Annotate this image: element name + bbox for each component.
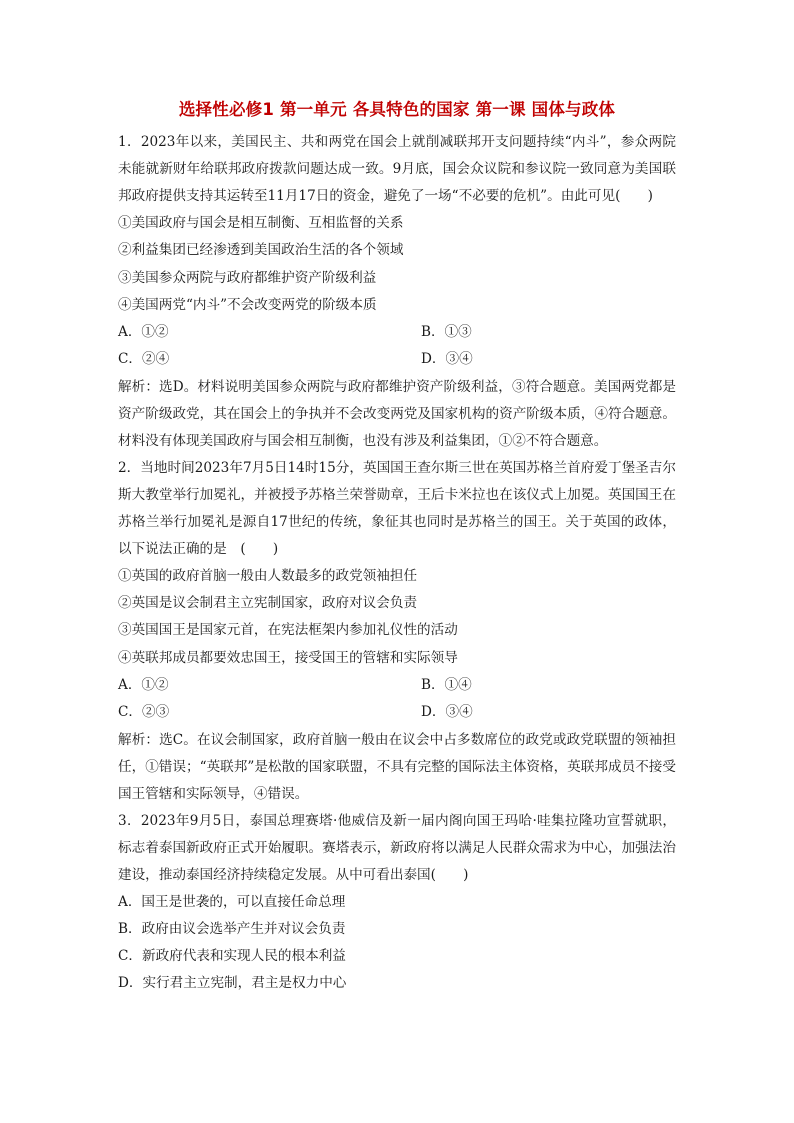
options-row [118, 672, 676, 699]
page-title: 选择性必修1 第一单元 各具特色的国家 第一课 国体与政体 [178, 100, 616, 119]
answer-analysis: 解析：选D。材料说明美国参众两院与政府都维护资产阶级利益，③符合题意。美国两党都是资产阶级政党，其在国会上的争执并不会改变两党及国家机构的资产阶级本质，④符合题意。材料没有体现美国政府与国会相互制衡，也没有涉及利益集团，①②不符合题意。 [118, 378, 676, 449]
statement-item: ③美国参众两院与政府都维护资产阶级利益 [118, 269, 377, 286]
question-3 [118, 808, 676, 998]
option-a: A．①② [118, 324, 169, 341]
statement-item: ④英联邦成员都要效忠国王，接受国王的管辖和实际领导 [118, 649, 458, 666]
question-stem: 2．当地时间2023年7月5日14时15分，英国国王查尔斯三世在英国苏格兰首府爱丁堡圣吉尔斯大教堂举行加冕礼，并被授予苏格兰荣誉勋章，王后卡米拉也在该仪式上加冕。英国国王在苏格兰举行加冕礼是源自17世纪的传统，象征其也同时是苏格兰的国王。关于英国的政体，以下说法正确的是 ( ) [118, 459, 676, 557]
options-row [118, 699, 676, 726]
option-d: D．③④ [421, 351, 473, 368]
statement-item: ④美国两党“内斗”不会改变两党的阶级本质 [118, 296, 377, 313]
option-b: B．①④ [421, 676, 472, 693]
option-b: B．①③ [421, 324, 472, 341]
option-c: C．新政府代表和实现人民的根本利益 [118, 948, 346, 965]
option-c: C．②④ [118, 351, 170, 368]
statement-item: ③英国国王是国家元首，在宪法框架内参加礼仪性的活动 [118, 622, 458, 639]
question-stem: 3．2023年9月5日，泰国总理赛塔·他威信及新一届内阁向国王玛哈·哇集拉隆功宣誓就职，标志着泰国新政府正式开始履职。赛塔表示，新政府将以满足人民群众需求为中心，加强法治建设，推动泰国经济持续稳定发展。从中可看出泰国( ) [118, 812, 676, 883]
option-b: B．政府由议会选举产生并对议会负责 [118, 920, 346, 937]
option-c: C．②③ [118, 704, 170, 721]
question-2 [118, 455, 676, 808]
question-stem: 1．2023年以来，美国民主、共和两党在国会上就削减联邦开支问题持续“内斗”，参众两院未能就新财年给联邦政府拨款问题达成一致。9月底，国会众议院和参议院一致同意为美国联邦政府提供支持其运转至11月17日的资金，避免了一场“不必要的危机”。由此可见( ) [118, 134, 676, 204]
answer-analysis: 解析：选C。在议会制国家，政府首脑一般由在议会中占多数席位的政党或政党联盟的领袖担任，①错误；“英联邦”是松散的国家联盟，不具有完整的国际法主体资格，英联邦成员不接受国王管辖和实际领导，④错误。 [118, 731, 676, 802]
statement-item: ②英国是议会制君主立宪制国家，政府对议会负责 [118, 595, 418, 612]
options-row [118, 319, 676, 346]
statement-item: ②利益集团已经渗透到美国政治生活的各个领域 [118, 242, 404, 259]
option-a: A．国王是世袭的，可以直接任命总理 [118, 893, 346, 910]
option-d: D．实行君主立宪制，君主是权力中心 [118, 975, 347, 992]
statement-item: ①美国政府与国会是相互制衡、互相监督的关系 [118, 215, 404, 231]
statement-item: ①英国的政府首脑一般由人数最多的政党领袖担任 [118, 567, 418, 584]
question-1 [118, 129, 676, 455]
option-a: A．①② [118, 676, 169, 693]
options-row [118, 346, 676, 373]
option-d: D．③④ [421, 704, 473, 721]
